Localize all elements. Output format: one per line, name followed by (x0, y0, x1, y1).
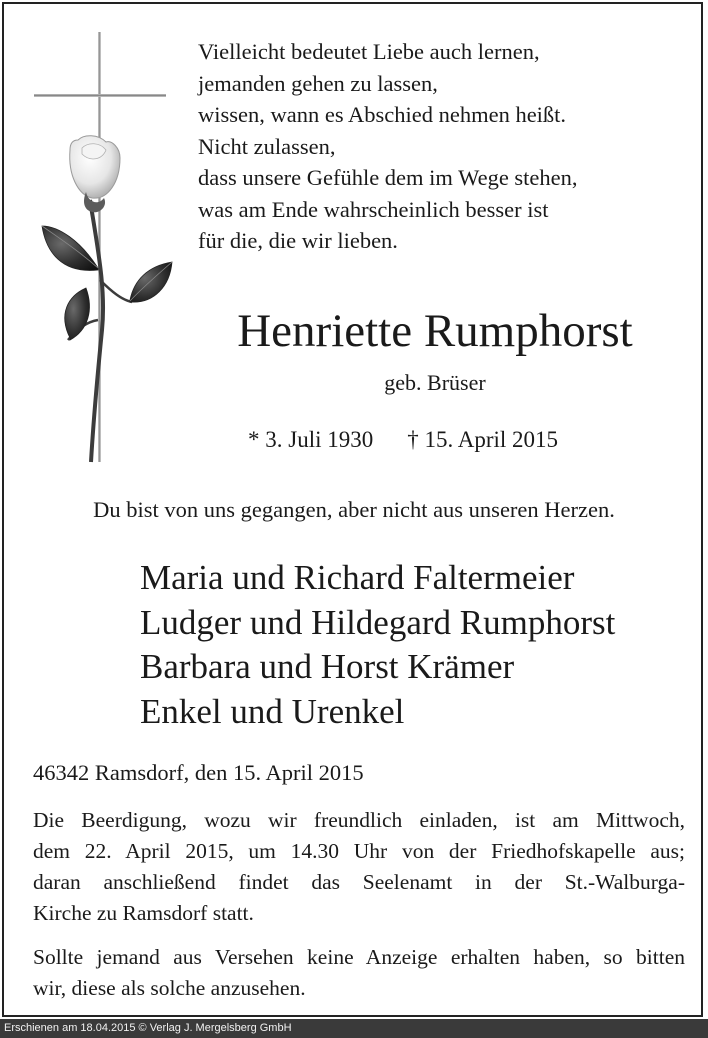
mourner: Enkel und Urenkel (140, 691, 405, 731)
funeral-line: Die Beerdigung, wozu wir freundlich einladen, ist am Mittwoch, (33, 808, 685, 832)
funeral-line: Kirche zu Ramsdorf statt. (33, 901, 254, 925)
rose-leaf (42, 226, 98, 270)
mourners-list (140, 556, 615, 734)
poem-line: für die, die wir lieben. (198, 228, 398, 253)
publication-footer: Erschienen am 18.04.2015 © Verlag J. Mergelsberg GmbH (0, 1019, 708, 1038)
mourner: Barbara und Horst Krämer (140, 647, 515, 686)
birth-date: * 3. Juli 1930 (248, 427, 374, 452)
notice-line: Sollte jemand aus Versehen keine Anzeige erhalten haben, so bitten (33, 945, 685, 969)
death-date: † 15. April 2015 (407, 427, 559, 452)
life-dates (248, 424, 558, 456)
funeral-info (33, 805, 685, 929)
rose-leaf (65, 288, 90, 340)
funeral-line: dem 22. April 2015, um 14.30 Uhr von der Friedhofskapelle aus; (33, 839, 685, 863)
maiden-name: geb. Brüser (384, 370, 486, 395)
notice (33, 942, 685, 1004)
poem-line: dass unsere Gefühle dem im Wege stehen, (198, 165, 578, 190)
rose-bloom (70, 136, 120, 213)
funeral-line: daran anschließend findet das Seelenamt in der St.-Walburga- (33, 870, 685, 894)
memorial-quote: Du bist von uns gegangen, aber nicht aus unseren Herzen. (93, 497, 615, 522)
poem-line: Nicht zulassen, (198, 133, 336, 159)
notice-line: wir, diese als solche anzusehen. (33, 976, 306, 1000)
cross-horizontal-beam (34, 94, 166, 97)
poem-line: wissen, wann es Abschied nehmen heißt. (198, 102, 567, 127)
poem-line: was am Ende wahrscheinlich besser ist (198, 196, 549, 222)
rose-stem (90, 200, 103, 462)
deceased-name: Henriette Rumphorst (237, 305, 633, 357)
poem-line: Vielleicht bedeutet Liebe auch lernen, (198, 39, 540, 64)
poem-line: jemanden gehen zu lassen, (198, 70, 438, 96)
mourner: Ludger und Hildegard Rumphorst (140, 602, 616, 642)
mourner: Maria und Richard Faltermeier (140, 558, 575, 597)
poem (198, 36, 578, 257)
cross-with-rose-icon (28, 30, 178, 470)
place-date: 46342 Ramsdorf, den 15. April 2015 (33, 760, 364, 785)
